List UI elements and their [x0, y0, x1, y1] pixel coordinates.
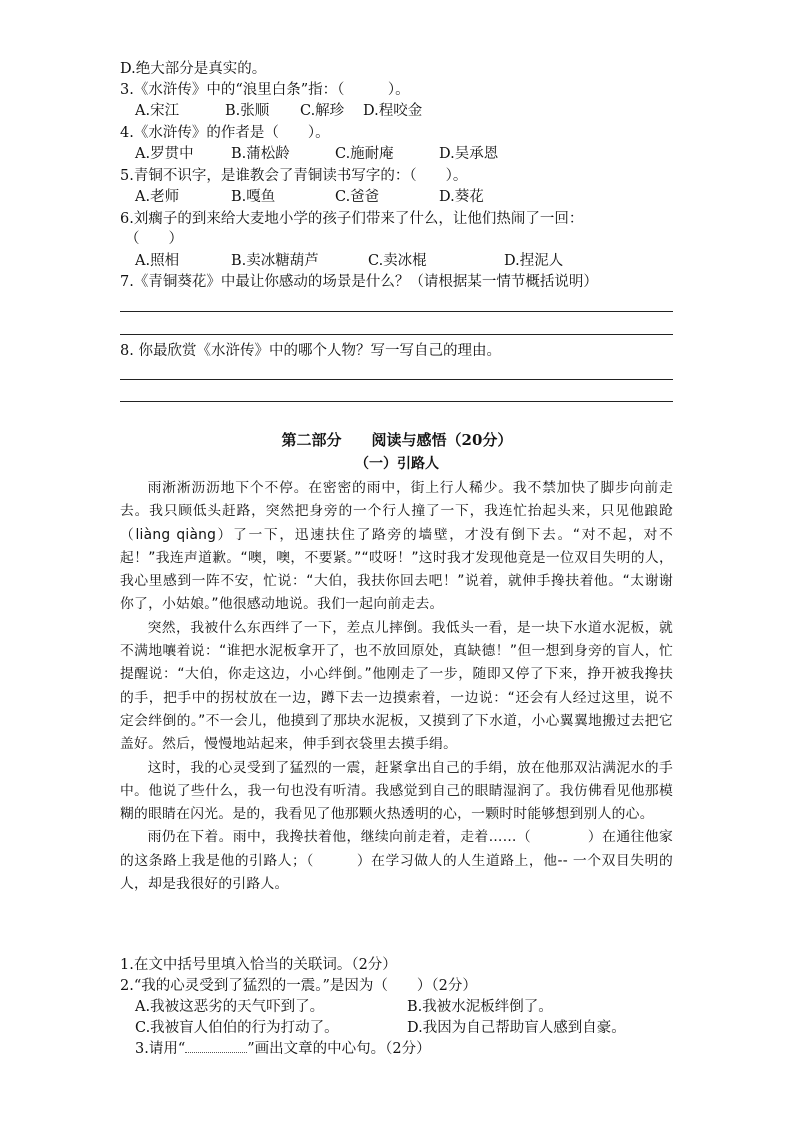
q8-answer-line-2[interactable]	[120, 401, 673, 402]
rq2-options-row-2	[135, 1018, 626, 1038]
passage-title: （一）引路人	[355, 456, 439, 472]
q4-question: 4.《水浒传》的作者是（ ）。	[120, 125, 330, 141]
q7-answer-line-1[interactable]	[120, 311, 673, 312]
reading-question-1: 1.在文中括号里填入恰当的关联词。（2分）	[120, 957, 397, 973]
q5-options	[135, 187, 484, 207]
reading-question-3	[135, 1039, 431, 1059]
q7-question: 7.《青铜葵花》中最让你感动的场景是什么？（请根据某一情节概括说明）	[120, 274, 598, 290]
q3-option-d[interactable]: D.程咬金	[363, 103, 423, 119]
reading-passage	[120, 477, 673, 896]
q6-option-a[interactable]: A.照相	[135, 253, 180, 269]
q4-option-a[interactable]: A.罗贯中	[135, 146, 194, 162]
passage-paragraph-3: 这时，我的心灵受到了猛烈的一震，赶紧拿出自己的手绢，放在他那双沾满泥水的手中。他说了些什么，我一句也没有听清。我感觉到自己的眼睛湿润了。我仿佛看见他那模糊的眼睛在闪光。是的，我看见了他那颗火热透明的心，一颗时时能够想到别人的心。	[120, 759, 673, 823]
passage-paragraph-2: 突然，我被什么东西绊了一下，差点儿摔倒。我低头一看，是一块下水道水泥板，就不满地嚷着说：“谁把水泥板拿开了，也不放回原处，真缺德！”但一想到身旁的盲人，忙提醒说：“大伯，你走这边，小心绊倒。”他刚走了一步，随即又停了下来，挣开被我搀扶的手，把手中的拐杖放在一边，蹲下去一边摸索着，一边说：“还会有人经过这里，说不定会绊倒的。”不一会儿，他摸到了那块水泥板，又摸到了下水道，小心翼翼地搬过去把它盖好。然后，慢慢地站起来，伸手到衣袋里去摸手绢。	[120, 619, 673, 753]
q4-option-d[interactable]: D.吴承恩	[439, 146, 499, 162]
q2-option-d: D.绝大部分是真实的。	[120, 61, 267, 77]
q4-option-b[interactable]: B.蒲松龄	[231, 146, 290, 162]
q4-option-c[interactable]: C.施耐庵	[335, 146, 394, 162]
q3-options	[135, 101, 422, 121]
q5-option-d[interactable]: D.葵花	[439, 189, 484, 205]
reading-question-2: 2.“我的心灵受到了猛烈的一震。”是因为（ ）（2分）	[120, 978, 477, 994]
q6-question: 6.刘瘸子的到来给大麦地小学的孩子们带来了什么，让他们热闹了一回：	[120, 211, 584, 227]
q6-options	[135, 251, 563, 271]
wavy-underline-sample	[185, 1042, 247, 1053]
q6-option-b[interactable]: B.卖冰糖葫芦	[231, 253, 319, 269]
passage-paragraph-1: 雨淅淅沥沥地下个不停。在密密的雨中，街上行人稀少。我不禁加快了脚步向前走去。我只顾低头赶路，突然把身旁的一个行人撞了一下，我连忙抬起头来，只见他踉跄（liàng qiàng）了一下，迅速扶住了路旁的墙壁，才没有倒下去。“对不起，对不起！”我连声道歉。“噢，噢，不要紧。”“哎呀！”这时我才发现他竟是一位双目失明的人，我心里感到一阵不安，忙说：“大伯，我扶你回去吧！”说着，就伸手搀扶着他。“太谢谢你了，小姑娘。”他很感动地说。我们一起向前走去。	[120, 480, 673, 613]
q4-options	[135, 144, 498, 164]
rq2-option-b[interactable]: B.我被水泥板绊倒了。	[407, 999, 553, 1015]
q5-option-a[interactable]: A.老师	[135, 189, 180, 205]
rq3-prefix: 3.请用“	[135, 1041, 186, 1057]
rq2-option-d[interactable]: D.我因为自己帮助盲人感到自豪。	[407, 1020, 626, 1036]
q6-option-d[interactable]: D.捏泥人	[504, 253, 564, 269]
q5-option-b[interactable]: B.嘎鱼	[231, 189, 276, 205]
q3-option-c[interactable]: C.解珍	[300, 103, 345, 119]
rq2-option-a[interactable]: A.我被这恶劣的天气吓到了。	[135, 999, 325, 1015]
q5-question: 5.青铜不识字，是谁教会了青铜读书写字的：（ ）。	[120, 168, 468, 184]
rq3-suffix: ”画出文章的中心句。（2分）	[247, 1041, 431, 1057]
passage-paragraph-4: 雨仍在下着。雨中，我搀扶着他，继续向前走着，走着……（ ）在通往他家的这条路上我是他的引路人；（ ）在学习做人的人生道路上，他-- 一个双目失明的人，却是我很好的引路人。	[120, 829, 673, 893]
q3-option-b[interactable]: B.张顺	[225, 103, 270, 119]
q5-option-c[interactable]: C.爸爸	[335, 189, 380, 205]
rq2-options-row-1	[135, 997, 553, 1017]
q8-answer-line-1[interactable]	[120, 379, 673, 380]
q3-option-a[interactable]: A.宋江	[135, 103, 180, 119]
q8-question: 8. 你最欣赏《水浒传》中的哪个人物？写一写自己的理由。	[120, 343, 501, 359]
rq2-option-c[interactable]: C.我被盲人伯伯的行为打动了。	[135, 1020, 339, 1036]
q6-option-c[interactable]: C.卖冰棍	[368, 253, 427, 269]
q6-answer-blank[interactable]: （ ）	[125, 231, 183, 247]
q3-question: 3.《水浒传》中的“浪里白条”指：（ ）。	[120, 82, 410, 98]
section-title: 第二部分 阅读与感悟（20分）	[281, 431, 513, 449]
q7-answer-line-2[interactable]	[120, 334, 673, 335]
